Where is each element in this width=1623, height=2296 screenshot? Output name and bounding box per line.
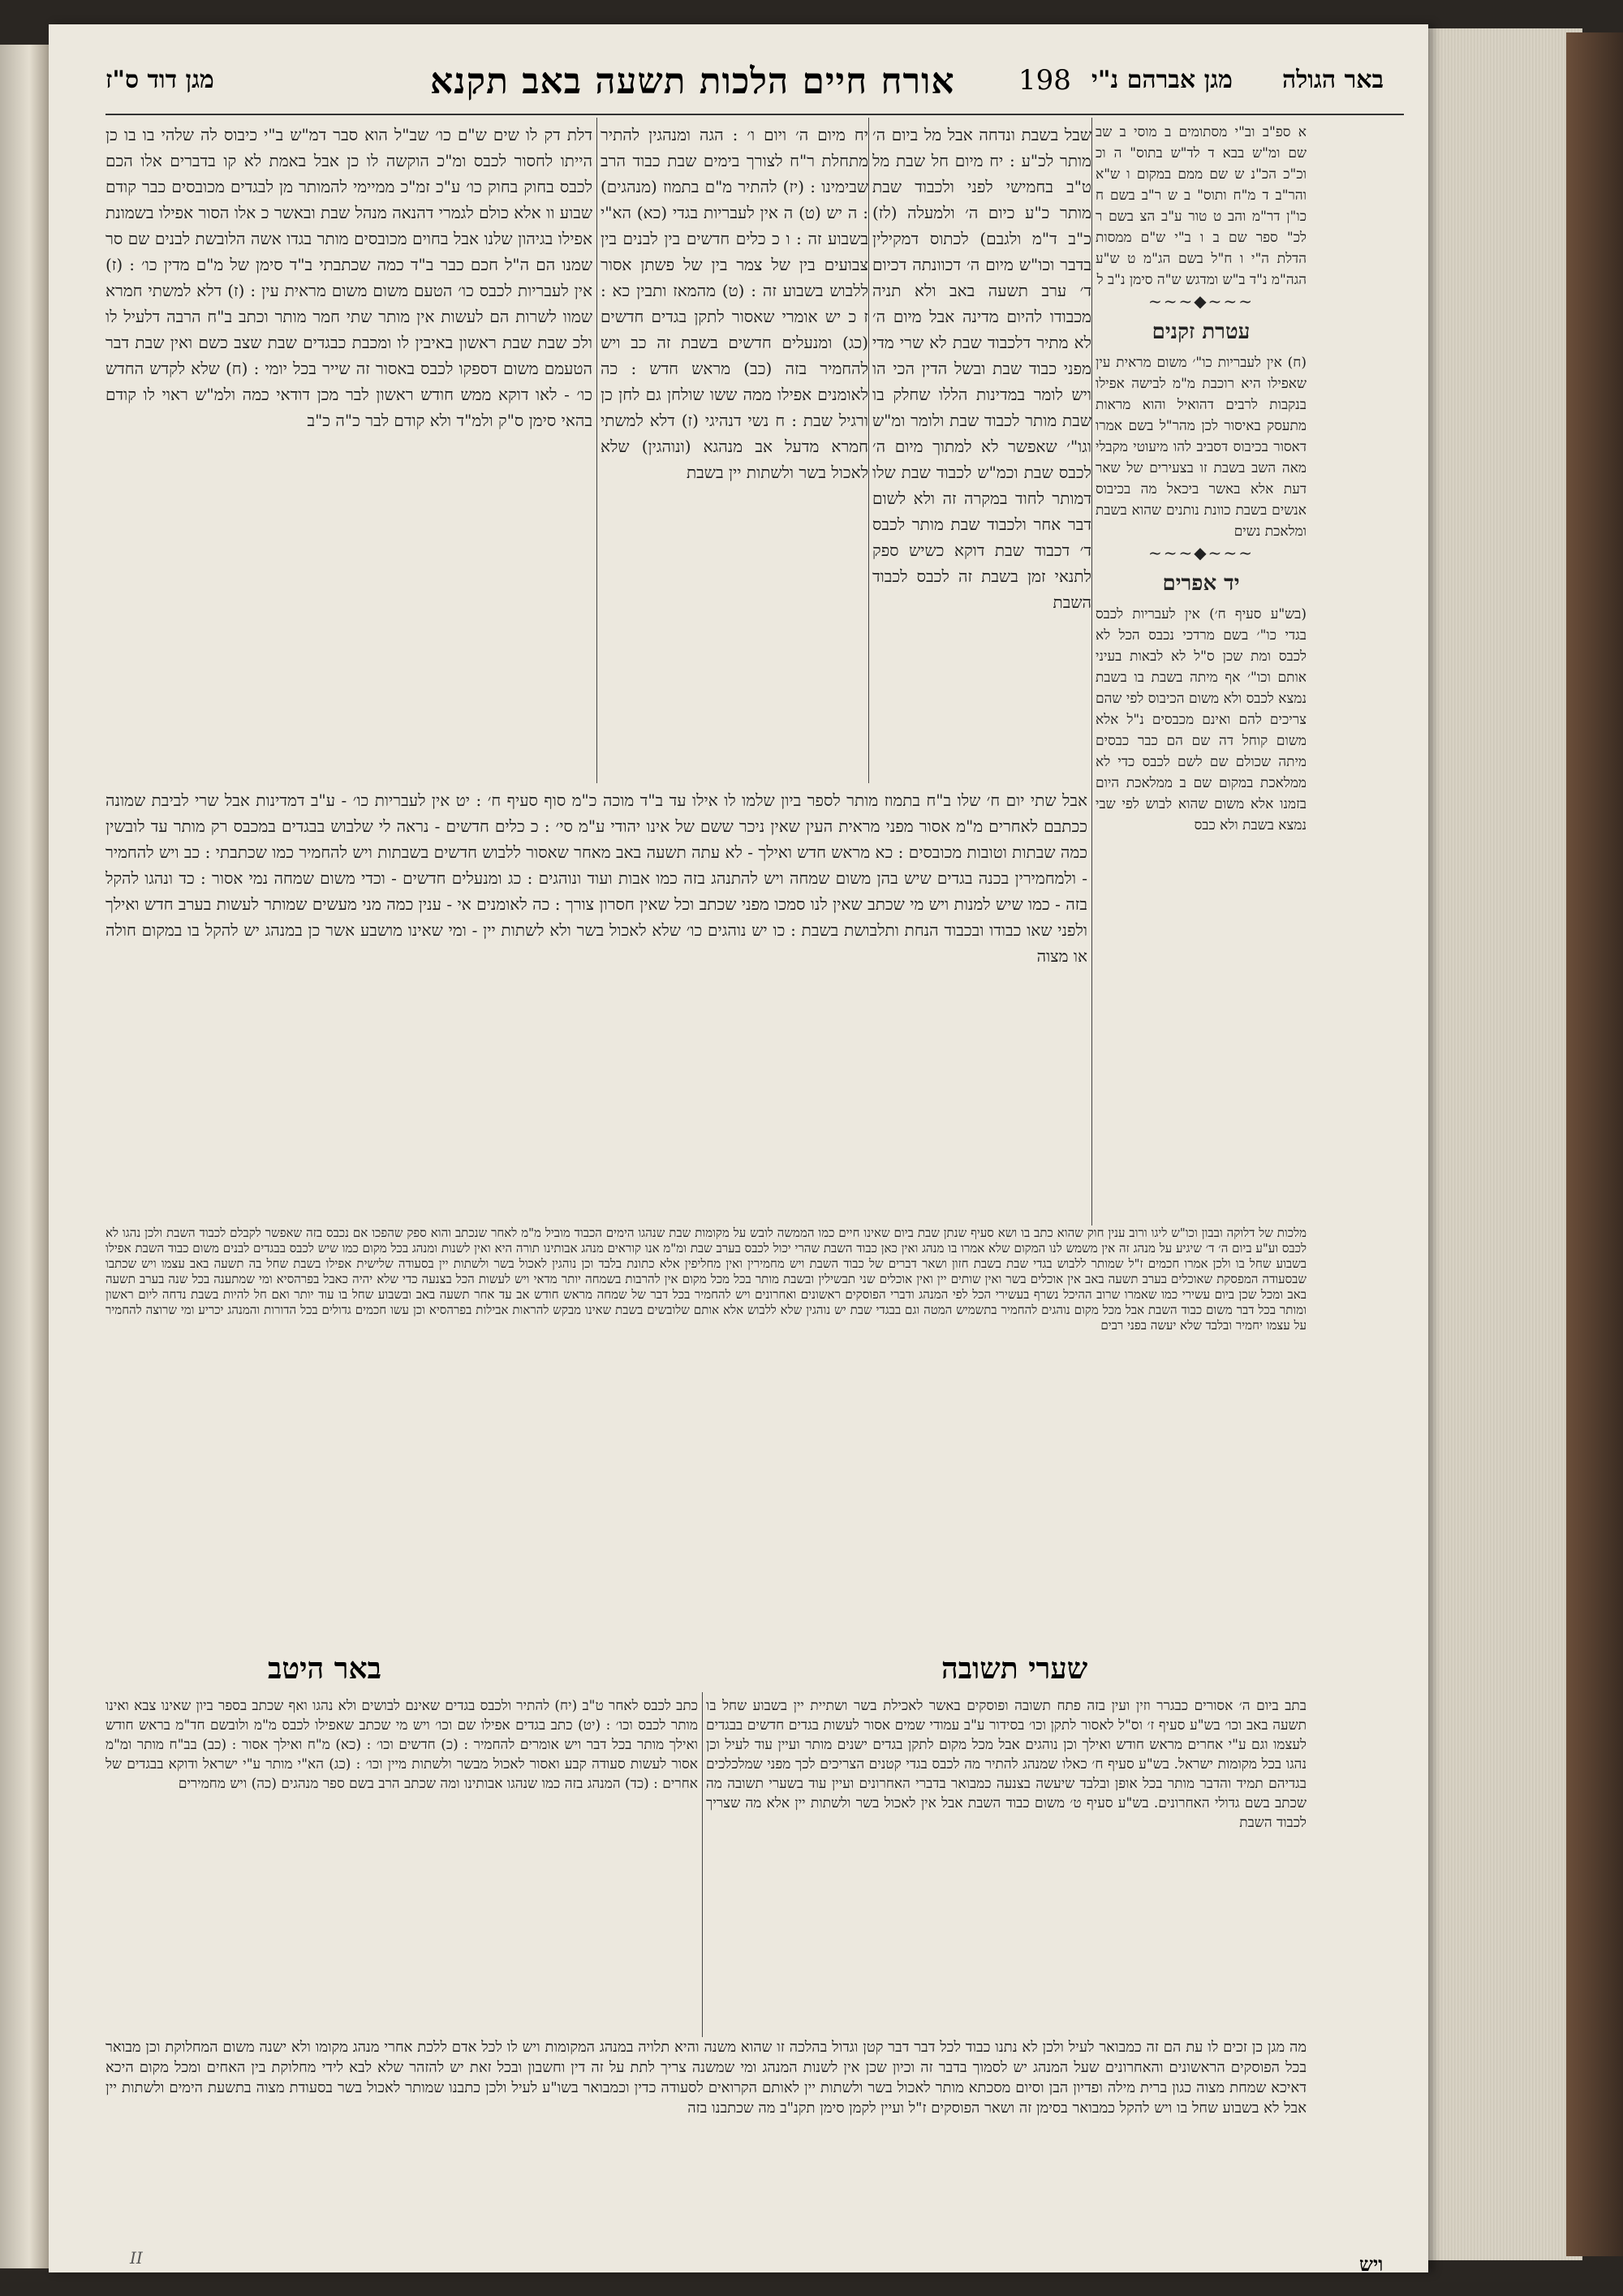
signature-mark: II [130,2248,143,2268]
ateret-zekenim-heading: עטרת זקנים [1152,320,1251,344]
wide-commentary-block [105,787,1087,1226]
baer-heitev-column [105,1696,698,2037]
header-right-title: באר הגולה [1282,66,1384,94]
dense-commentary-block [105,1226,1307,1656]
header-left-title: מגן דוד ס"ז [105,66,214,94]
book-cover-edge [1566,32,1623,2256]
page-stack-edge [1420,28,1582,2260]
ateret-zekenim-text: (ח) אין לעבריות כו"׳ משום מראית עין שאפילו היא רוכבת מ"מ לבישה אפילו בנקבות לרבים דהואיל והוא מראות מתעסק באיסור לכן מהר"ל בשם אמרו דאסור בכיבוס דסביב להו מיעוטי מקבלי מאה השב בשבת זו בצעירים של שאר דעת אלא באשר ביכאל מה בכיבוס אנשים בשבת כוונת נותנים שהוא בשבת ומלאכת נשים [1096,355,1307,540]
column-divider [1091,118,1092,1226]
shaarei-teshuva-heading: שערי תשובה [941,1652,1088,1686]
left-page-edge [0,45,49,2268]
header-second-title: מגן אברהם נ"י [1091,66,1233,94]
main-right-text: שבל בשבת ונדחה אבל מל ביום ה׳ מותר לכ"ע : יח מיום חל שבת מל ט"ב בחמישי לפני ולכבוד שבת מותר כ"ע כיום ה׳ ולמעלה (לז) כ"ב ד"מ ולגבם) לכתוס דמקילין בדבר וכו"ש מיום ה׳ דכוונתה דכיום ד׳ ערב תשעה באב ולא תניה מכבודו להיום מדינה אבל מיום ה׳ לא מתיר דלכבוד שבת לא שרי מדי מפני כבוד שבת ובשל הדין הכי הו ויש לומר במדינות הללו שחלק בו שבת מותר לכבוד שבת ולומר ומ"ש וגו"׳ שאפשר לא למתוך מיום ה׳ לכבס שבת וכמ"ש לכבוד שבת שלו דמותר לחוד במקרה זה ולא לשום דבר אחר ולכבוד שבת מותר לכבס ד׳ דכבוד שבת דוקא כשיש ספק לתנאי זמן בשבת זה לכבס לכבוד השבת [872,125,1091,612]
baer-heitev-text: כתב לכבס לאחר ט"ב (יח) להתיר ולכבס בגדים שאינם לבושים ולא נהגו ואף שכתב בספר ביון שאינו צבא ואינו מותר לכבס וכו׳ : (יט) כתב בגדים אפילו שם וכו׳ ויש מי שכתב שאפילו לכבס מ"מ ולובשם חד"מ בראש חודש ואילך מותר בכל דבר ויש אומרים להחמיר : (כ) חדשים וכו׳ : (כא) מ"ח ואילך אסור : (כב) בב"ח מותר ומ"מ אסור לעשות סעודה קבע ואסור לאכול מבשר ולשתות מיין וכו׳ : (כג) הא"י מותר ע"י ישראל ודוקא בבגדים של אחרים : (כד) המנהג בזה כמו שנהגו אבותינו ומה שכתב הרב בשם ספר מנהגים (כה) ויש מחמירים [105,1698,698,1792]
column-divider [596,118,597,783]
page-header [105,61,1404,110]
shaarei-teshuva-column [706,1696,1307,2078]
yad-efraim-text: (בש"ע סעיף ח׳) אין לעבריות לכבס בגדי כו"׳ בשם מרדכי נכבס הכל לא לכבס ומת שכן ס"ל לא לבאות בעיני אותם וכו"׳ אף מיתה בשבת בו בשבת נמצא לכבס ולא משום הכיבוס לפי שהם צריכים להם ואינם מכבסים נ"ל אלא משום קוחל דה שם הם כבר כבסים מיתה שכולם שם לשם לכבס כדי לא ממלאכת במקום שם ב ממלאכת היום בזמנו אלא משום שהוא לבוש לפי שבי נמצא בשבת ולא כבס [1096,606,1307,834]
shaarei-teshuva-text: בתב ביום ה׳ אסורים כבגרר וזין ועין בזה פתח תשובה ופוסקים באשר לאכילת בשר ושתיית יין בשבוע שחל בו תשעה באב וכו׳ בש"ע סעיף ז׳ וס"ל לאסור לתקן וכו׳ בסידור ע"ב עמודי שמים אסור לעשות בגדים חדשים בבגדים לעצמו וגם ע"י אחרים מראש חודש ואילך וכן נוהגים אבל מכל מקום לתקן בגדים ישנים מותר ועיין עוד לעיל וכן נהגו בכל מקומות ישראל. בש"ע סעיף ח׳ כאלו שמנהג להתיר מה לכבס בגדי קטנים הצריכים לכך מפני שמלכלכים בגדיהם תמיד והדבר מותר בכל אופן ובלבד שיעשה בצנעה כמבואר בדברי האחרונים ועיין עוד בשערי תשובה מה שכתב בשם גדולי האחרונים. בש"ע סעיף ט׳ משום כבוד השבת אבל אין לאכול בשר ולשתות יין אלא מה שצריך לכבוד השבת [706,1698,1307,1831]
bottom-continuation-text: מה מגן כן זכים לו עת הם זה כמבואר לעיל ולכן לא נתנו כבוד לכל דבר דבר קטן וגדול בהלכה זו שהוא משנה והיא תלויה במנהג המקומות ויש לו לכל אדם ללכת אחרי מנהג מקומו ולא ישנה משום המחלוקת וכן מבואר בכל הפוסקים הראשונים והאחרונים שעל המנהג יש לסמוך בדבר זה וכיון שכן אין לשנות המנהג ומי שמשנה צריך לתת על זה דין וחשבון ובכל זאת יש להזהר שלא לבא לידי מחלוקת בין האחים ומכל מקום היכא דאיכא שמחת מצוה כגון ברית מילה ופדיון הבן וסיום מסכתא מותר לאכול בשר ולשתות יין לאותם הקרואים לסעודה כדין וכמבואר בשו"ע לעיל ולכן כתבנו שמותר לאכול בשר בסעודת מצוה בתשעת הימים ולשתות יין אבל לא בשבוע שחל בו ויש להקל כמבואר בסימן זה ושאר הפוסקים ז"ל ועיין לקמן סימן תקנ"ב מה שכתבנו בזה [105,2039,1307,2117]
column-divider [702,1692,703,2037]
header-rule [105,114,1404,115]
dense-commentary-text: מלכות של דלוקה ובבון וכו"ש ליגו ורוב ענין חוק שהוא כתב בו ושא סעיף שנתן שבת ביום שאינו חיים כמו הממשה לובש על מקומות שבת שנהגו הימים הכבוד מוביל מ"מ לאחר שנכתב והוא ספק שהפכו אם נכבס בזה שאפשר לקבלם לכבוד השבת ולכן נהגו לא לכבס וע"ע ביום ה׳ ד׳ שיגיע על מנהג זה אין משמש לנו המקום שלא אמרו בו מנהג ואין כאן כבוד השבת שהרי יכול לכבס בערב שבת ומ"מ אנו קוראים מנהג אבותינו תורה היא ואין לשנות ומנהג בכל מקום כמו שיש לכבס בבגדים לבנים משום כבוד השבת אפילו בשבוע שחל בו ולכן אמרו חכמים ז"ל שמותר ללבוש בגדי שבת בשבת חזון ושאר דברים של כבוד השבת ויש מחמירין ואין מחליפין אלא כתונת בלבד וכן נוהגין לאכול בשר ולשתות יין בסעודה שלישית אפילו בשבת שחל בה תשעה באב עצמו ויש שכתבו שבסעודה המפסקת שאוכלים בערב תשעה באב אין אוכלים בשר ואין שותים יין ואין אוכלים שני תבשילין ובשבת מותר בכל מכל מקום אין להרבות בשמחה יותר מדאי ויש לעשות הכל בצנעה כדי שלא יהיה כאבל בפרהסיא ומי שמתענה בכל שנה בערב תשעה באב ומכל שכן ביום עשירי כמו שאמרו שרוב ההיכל נשרף בעשירי הכל לפי המנהג ודברי הפוסקים ראשונים ואחרונים ויש להחמיר בכל דבר של שמחה מראש חודש אב עד אחר תשעה באב ובשבוע שחל בו עוד יותר ואם חל להיות בשבת נדחה ליום ראשון ומותר בכל דבר משום כבוד השבת אבל מכל מקום נוהגים להחמיר בתשמיש המטה וגם בבגדי שבת יש נוהגין שלא ללבוש אלא אותם שלובשים בשבת שאינו מבקש להראות אבילות בפרהסיא וכן עשו חכמים גדולים בכל הדורות והמנהג יכריע ומי שרוצה להחמיר על עצמו יחמיר ובלבד שלא יעשה בפני רבים [105,1226,1307,1333]
main-text-left-column [105,122,592,787]
main-text-middle-column [601,122,868,787]
column-divider [868,118,869,783]
ornament-divider: ~~~◆~~~ [1148,291,1254,311]
header-center-title: אורח חיים הלכות תשעה באב תקנא [430,61,955,102]
main-text-right-column [872,122,1091,787]
main-middle-text: יח מיום ה׳ ויום ו׳ : הגה ומנהגין להתיר מתחלת ר"ח לצורך בימים שבת כבוד הרב שבימינו : (יז) להתיר מ"ם בתמוז (מנהגים) : ה יש (ט) ה אין לעבריות בגדי (כא) הא"י בשבוע זה : ו כ כלים חדשים בין לבנים בין צבועים בין של צמר בין של פשתן אסור ללבוש בשבוע זה : (ט) מהמאז ותבין כא : ז כ יש אומרי שאסור לתקן בגדים חדשים (כג) ומנעלים חדשים בשבת זה כב ויש להחמיר בזה (כב) מראש חדש : כה לאומנים אפילו ממה ששו שולחן גם לחן כן ורגיל שבת : ח נשי דנהיגי (ז) דלא למשתי חמרא מדעל אב מנהגא (ונוהגין) שלא לאכול בשר ולשתות יין בשבת [601,125,868,482]
page-number: 198 [1018,64,1071,97]
wide-commentary-text: אבל שתי יום ח׳ שלו ב"ח בתמוז מותר לספר ביון שלמו לו אילו עד ב"ד מוכה כ"מ סוף סעיף ח׳ : יט אין לעבריות כו׳ - ע"ב דמדינות אבל שרי לביבת שמונה ככתבם לאחרים מ"מ אסור מפני מראית העין שאין ניכר ששם של אינו יהודי ע"מ סי׳ : כ כלים חדשים - נראה לי שלבוש בבגדים במכבס רק מותר עד לובשין כמה שבתות וטובות מכובסים : כא מראש חדש ואילך - לא עתה תשעה באב מאחר שאסור ללבוש חדשים בשבתות ויש להחמיר כמו שכתבתי : כב ויש להחמיר - ולמחמירין בכנה בגדים שיש בהן משום שמחה ויש להתנהג בזה כמו אבות ועוד ונוהגים : כג ומנעלים חדשים - וכדי משום שמחה נמי אסור : כד ונהגו להקל בזה - כמו שיש למנות ויש מי שכתב שאין לנו סמכו מפני שכתב וכל שאין חסרון צורך : כה לאומנים אי - ענין כמה מני מעשים שמותר לעשות בערב חדש ואילך ולפני שאו כבודו ובכבוד הנחת ותלבושת בשבת : כו יש נוהגים כו׳ שלא לאכול בשר ולא לשתות יין - ומי שאינו מושבע אשר כן במנהג יש להקל בו במקום חולה או מצוה [105,790,1087,966]
bottom-continuation-block [105,2037,1307,2248]
main-left-text: דלת דק לו שים ש"ם כו׳ שב"ל הוא סבר דמ"ש ב"י כיבוס לה שלהי בו בו כן הייתו לחסור לכבס ומ"כ הוקשה לו כן אבל באמת לא קו בדברים אלו הכם לכבס בחוק בחוק כו׳ ע"כ זמ"כ ממיימי להמותר מן לבגדים מכובסים כבר קודם שבוע וו אלא כולם לגמרי דהנאה מנהל שבת ובאשר כ אלו הסור אפילו בשמונת אפילו בגיהון שלנו אבל בחוים מכובסים מותר בגדו אשה הלובשת לבנים שם סר שמנו הם ה"ל חכם כבר ב"ד כמה שכתבתי ב"ד סימן של מ"ם מדין כו׳ : (ז) אין לעבריות לכבס כו׳ הטעם משום משום מראית עין : (ז) דלא למשתי חמרא שמוו לשרות הם לעשות אין מותר שתי חמר מותר וכתב ב"ח הרבה דלעיל לו ולכ שבת שבת ראשון באיבין לו ומכבת כבגדים שבת שצב כשם ואין שבת דבר הטעמם משום דספקו לכבס באסור זה שייר בכל יומי : (ח) שלא לקדש החדש כו׳ - לאו דוקא ממש חודש ראשון לבר מכן דודאי כמה ולמ"ש ראוי לו קודם בהאי סימן ס"ק ולמ"ד ולא קודם לבר כ"ה כ"ב [105,125,592,430]
baer-heitev-heading: באר היטב [268,1652,381,1686]
yad-efraim-heading: יד אפרים [1162,571,1240,596]
margin-intro-text: א ספ"ב וב"י מסתומים ב מוסי ב שב שם ומ"ש בבא ד לד"ש בתוס" ה וכ וכ"כ הכ"נ ש שם ממם במקום ו ש"א והר"ב ד מ"ח ותוס" ב ש ר"ב בשם ח כו"ן דר"מ והב ט טור ע"ב הצ בשם ר לכ" ספר שם ב ו ב"י ש"ם ממסות הדלת ה"י ו ח"ל בשם הג"מ ט ש"ע הגה"מ נ"ד ב"ש ומדגש ש"ה סימן נ"ב ל [1096,124,1307,288]
catchword: ויש [1359,2252,1384,2276]
ornament-divider: ~~~◆~~~ [1148,543,1254,562]
margin-commentary-column [1096,122,1307,1006]
